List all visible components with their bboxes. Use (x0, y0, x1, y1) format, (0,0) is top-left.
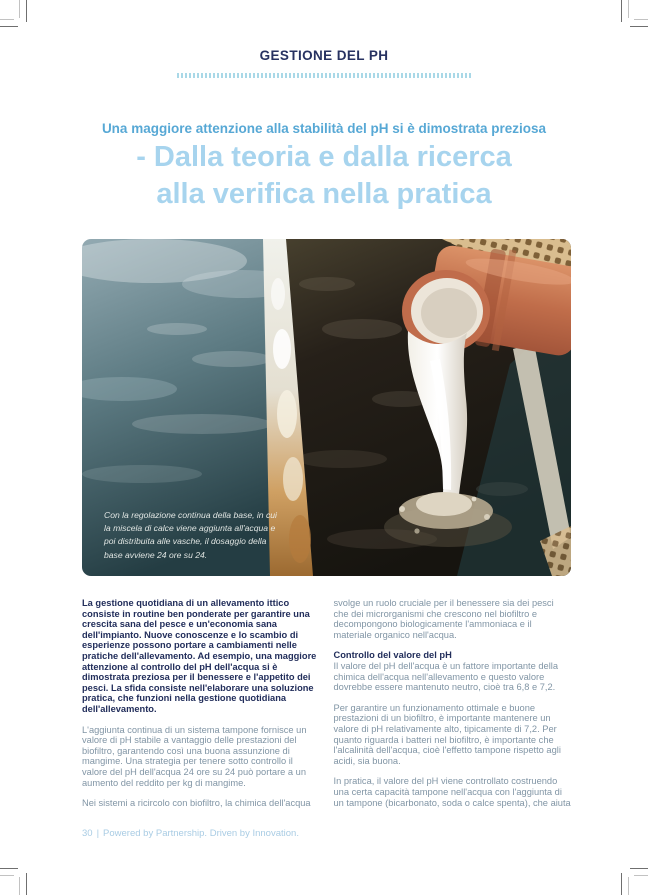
tick-divider (177, 73, 471, 78)
column-left (82, 598, 320, 819)
article-subtitle: Una maggiore attenzione alla stabilità del pH si è dimostrata preziosa (101, 121, 547, 136)
body-paragraph: In pratica, il valore del pH viene controllato costruendo una certa capacità tampone nell'acqua con l'aggiunta di un tampone (bicarbonato, soda o calce spenta), che aiuta (333, 776, 571, 808)
footer-separator: | (96, 828, 100, 839)
lead-paragraph: La gestione quotidiana di un allevamento ittico consiste in routine ben ponderate per garantire una crescita sana del pesce e un'economia sana dell'impianto. Nuove conoscenze e lo scambio di esperienze possono portare a cambiamenti nelle pratiche dell'allevamento. Ad esempio, una maggiore attenzione al controllo del pH dell'acqua si è dimostrata preziosa per il benessere e l'appetito dei pesci. La sfida consiste nell'elaborare una soluzione pratica, che funzioni nella gestione quotidiana dell'allevamento. (82, 598, 317, 714)
article-photo (82, 239, 571, 576)
body-paragraph: Il valore del pH dell'acqua è un fattore importante della chimica dell'acqua nell'allevamento e questo valore dovrebbe essere mantenuto neutro, cioè tra 6,8 e 7,2. (333, 660, 559, 693)
body-paragraph: Per garantire un funzionamento ottimale e buone prestazioni di un biofiltro, è importante mantenere un valore di pH relativamente alto, tipicamente di 7,2. Per quanto riguarda i batteri nel biofiltro, è importante che l'alcalinità dell'acqua, cioè l'effetto tampone rispetto agli acidi, sia buona. (333, 702, 561, 766)
photo-caption: Con la regolazione continua della base, in cui la miscela di calce viene aggiunta all'acqua e poi distribuita alle vasche, il dosaggio della base avviene 24 ore su 24. (104, 509, 277, 560)
section-heading: Controllo del valore del pH (333, 650, 452, 661)
article-columns (82, 598, 571, 819)
page-footer (82, 828, 299, 839)
section-kicker: GESTIONE DEL PH (259, 48, 389, 63)
body-paragraph: Nei sistemi a ricircolo con biofiltro, la chimica dell'acqua (82, 798, 311, 809)
body-paragraph: svolge un ruolo cruciale per il benessere sia dei pesci che dei microrganismi che crescono nel biofiltro e decompongono biologicamente l'ammoniaca e il materiale organico nell'acqua. (333, 598, 554, 640)
body-paragraph: L'aggiunta continua di un sistema tampone fornisce un valore di pH stabile a vantaggio delle prestazioni del biofiltro, garantendo così una buona assunzione di mangime. Una strategia per tenere sotto controllo il valore del pH dell'acqua 24 ore su 24 può portare a un aumento del reddito per kg di mangime. (82, 724, 307, 788)
footer-tagline: Powered by Partnership. Driven by Innovation. (103, 828, 299, 839)
article-title: - Dalla teoria e dalla ricerca alla verifica nella pratica (136, 141, 512, 210)
page-number: 30 (82, 828, 93, 839)
column-right (334, 598, 572, 819)
